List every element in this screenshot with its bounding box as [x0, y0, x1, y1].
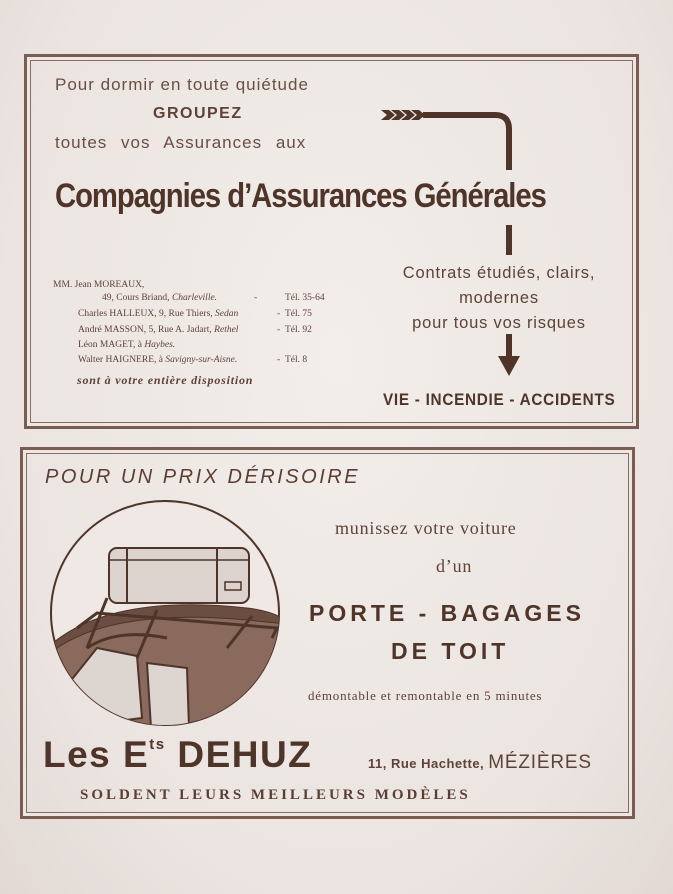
agent-sep: - [277, 325, 281, 335]
insurance-advertisement [24, 54, 639, 429]
intro-text: Pour dormir en toute quiétude [55, 75, 309, 94]
brand-name: DEHUZ [177, 734, 313, 775]
arrow-down-icon [496, 334, 522, 378]
brand-sup: ts [149, 736, 166, 753]
address [368, 752, 592, 774]
agent-row: André MASSON, 5, Rue A. Jadart, Rethel [78, 325, 239, 335]
agent-sep: - [277, 355, 281, 365]
brand [43, 734, 312, 776]
agent-tel: Tél. 75 [285, 309, 312, 319]
product-line-2: DE TOIT [391, 638, 510, 664]
arrow-stem [506, 225, 512, 255]
arrow-corner-icon [377, 102, 517, 174]
assurances-text: toutes vos Assurances aux [55, 133, 307, 152]
groupez-text: GROUPEZ [153, 105, 243, 122]
disposition-text: sont à votre entière disposition [77, 373, 254, 387]
headline: POUR UN PRIX DÉRISOIRE [45, 466, 361, 488]
contracts-line: pour tous vos risques [412, 314, 586, 332]
agent-tel: Tél. 8 [285, 355, 308, 365]
agent-tel: Tél. 92 [285, 325, 312, 335]
coverage-text: VIE - INCENDIE - ACCIDENTS [383, 390, 616, 409]
body-line-1: munissez votre voiture [335, 518, 517, 538]
car-roof-rack-illustration [47, 498, 283, 728]
agent-row: 49, Cours Briand, Charleville. [102, 293, 218, 303]
agent-row: Charles HALLEUX, 9, Rue Thiers, Sedan [78, 309, 239, 319]
agent-sep: - [277, 309, 281, 319]
agent-row: Léon MAGET, à Haybes. [78, 340, 176, 350]
contracts-line: modernes [459, 289, 539, 307]
detail-text: démontable et remontable en 5 minutes [308, 688, 543, 703]
agent-sep: - [254, 293, 258, 303]
company-name: Compagnies d’Assurances Générales [55, 177, 546, 215]
street: 11, Rue Hachette, [368, 756, 485, 771]
contracts-line: Contrats étudiés, clairs, [402, 264, 596, 282]
product-line-1: PORTE - BAGAGES [309, 600, 585, 626]
tagline: SOLDENT LEURS MEILLEURS MODÈLES [80, 787, 471, 803]
brand-prefix: Les E [43, 734, 150, 775]
contracts-text [379, 261, 619, 336]
agent-row: Walter HAIGNERE, à Savigny-sur-Aisne. [78, 355, 238, 365]
roof-rack-advertisement [20, 447, 635, 819]
city: MÉZIÈRES [488, 752, 592, 773]
agent-header: MM. Jean MOREAUX, [53, 280, 145, 290]
agent-tel: Tél. 35-64 [285, 293, 325, 303]
body-line-2: d’un [436, 556, 473, 576]
